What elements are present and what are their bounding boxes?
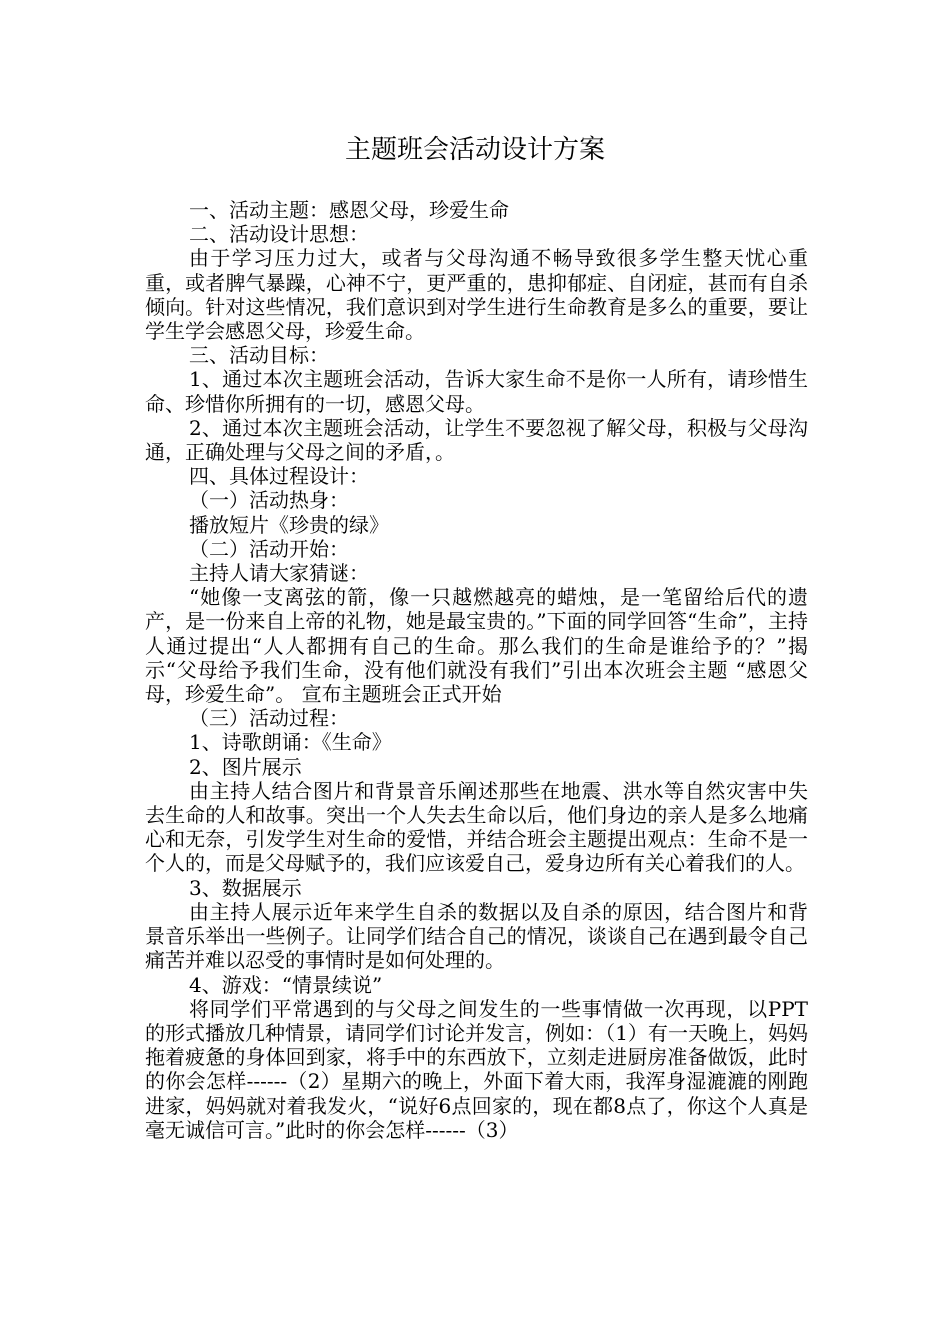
paragraph-goal-2: 2、通过本次主题班会活动，让学生不要忽视了解父母，积极与父母沟通，正确处理与父母之间的矛盾，。 <box>145 415 808 465</box>
paragraph-data-heading: 3、数据展示 <box>189 875 302 900</box>
paragraph-riddle: “她像一支离弦的箭，像一只越燃越亮的蜡烛，是一笔留给后代的遗产，是一份来自上帝的礼物，她是最宝贵的。”下面的同学回答“生命”，主持人通过提出“人人都拥有自己的生命。那么我们的生命是谁给予的？”揭示“父母给予我们生命，没有他们就没有我们”引出本次班会主题 “感恩父母，珍爱生命”。 宣布主题班会正式开始 <box>145 585 808 707</box>
paragraph-pictures-heading: 2、图片展示 <box>189 754 302 779</box>
paragraph-process-heading: 四、具体过程设计： <box>189 464 369 489</box>
paragraph-design-idea-heading: 二、活动设计思想： <box>189 222 369 247</box>
paragraph-activity-process-heading: （三）活动过程： <box>189 706 349 731</box>
paragraph-warmup-heading: （一）活动热身： <box>189 488 349 513</box>
document-title: 主题班会活动设计方案 <box>344 135 605 165</box>
paragraph-activity-theme: 一、活动主题：感恩父母，珍爱生命 <box>189 198 509 222</box>
paragraph-goals-heading: 三、活动目标： <box>189 343 329 368</box>
paragraph-design-idea: 由于学习压力过大，或者与父母沟通不畅导致很多学生整天忧心重重，或者脾气暴躁，心神不宁，更严重的，患抑郁症、自闭症，甚而有自杀倾向。针对这些情况，我们意识到对学生进行生命教育是多么的重要，要让学生学会感恩父母，珍爱生命。 <box>145 246 808 344</box>
paragraph-game: 将同学们平常遇到的与父母之间发生的一些事情做一次再现，以PPT的形式播放几种情景，请同学们讨论并发言，例如：（1）有一天晚上，妈妈拖着疲惫的身体回到家，将手中的东西放下，立刻走进厨房准备做饭，此时的你会怎样------（2）星期六的晚上，外面下着大雨，我浑身湿漉漉的刚跑进家，妈妈就对着我发火，“说好6点回家的，现在都8点了，你这个人真是毫无诚信可言。”此时的你会怎样------（3） <box>145 996 808 1142</box>
paragraph-game-heading: 4、游戏：“情景续说” <box>189 972 383 997</box>
paragraph-warmup: 播放短片《珍贵的绿》 <box>189 512 389 537</box>
paragraph-poem: 1、诗歌朗诵：《生命》 <box>189 730 392 755</box>
paragraph-riddle-intro: 主持人请大家猜谜： <box>189 561 369 586</box>
paragraph-pictures: 由主持人结合图片和背景音乐阐述那些在地震、洪水等自然灾害中失去生命的人和故事。突出一个人失去生命以后，他们身边的亲人是多么地痛心和无奈，引发学生对生命的爱惜，并结合班会主题提出观点：生命不是一个人的，而是父母赋予的，我们应该爱自己，爱身边所有关心着我们的人。 <box>145 778 808 876</box>
paragraph-start-heading: （二）活动开始： <box>189 536 349 561</box>
document-body <box>145 198 808 1142</box>
paragraph-data: 由主持人展示近年来学生自杀的数据以及自杀的原因，结合图片和背景音乐举出一些例子。让同学们结合自己的情况，谈谈自己在遇到最令自己痛苦并难以忍受的事情时是如何处理的。 <box>145 899 808 973</box>
paragraph-goal-1: 1、通过本次主题班会活动，告诉大家生命不是你一人所有，请珍惜生命、珍惜你所拥有的一切，感恩父母。 <box>145 367 808 416</box>
